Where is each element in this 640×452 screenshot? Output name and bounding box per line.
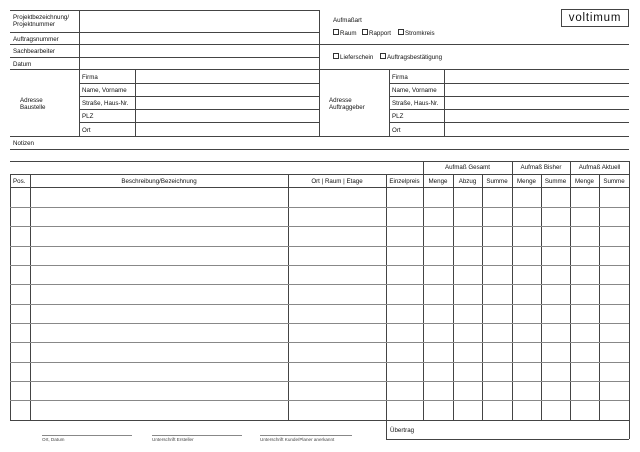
line: [10, 187, 629, 188]
group-total-title: Aufmaß Gesamt: [444, 164, 491, 171]
line: [541, 174, 542, 420]
date-label: Datum: [13, 61, 32, 68]
signature-line-place-date: [42, 435, 132, 436]
line: [79, 109, 319, 110]
table-row: [10, 284, 629, 285]
survey-type-label: Aufmaßart: [333, 17, 362, 24]
table-row: [10, 362, 629, 363]
table-row: [10, 207, 629, 208]
line: [629, 161, 630, 439]
site-company-label: Firma: [82, 74, 98, 81]
line: [10, 174, 423, 175]
header-divider: [79, 10, 80, 69]
line: [453, 174, 454, 420]
carry-over-bottom: [386, 439, 629, 440]
signature-place-date: Ort, Datum: [42, 437, 65, 442]
site-zip-label: PLZ: [82, 113, 94, 120]
line: [30, 174, 31, 420]
line: [79, 83, 319, 84]
line: [444, 69, 445, 136]
site-street-label: Straße, Haus-Nr.: [82, 100, 129, 107]
line: [482, 174, 483, 420]
signature-creator: Unterschrift Ersteller: [152, 437, 194, 442]
line: [288, 174, 289, 420]
group-previous-title: Aufmaß Bisher: [520, 164, 562, 171]
notes-label: Notizen: [13, 140, 34, 147]
line: [319, 69, 320, 136]
signature-line-customer: [260, 435, 352, 436]
table-row: [10, 246, 629, 247]
raum-checkbox[interactable]: [333, 29, 339, 35]
line: [599, 174, 600, 420]
line: [79, 69, 80, 136]
col-current-qty: Menge: [575, 178, 594, 185]
line: [389, 122, 629, 123]
order-number-label: Auftragsnummer: [13, 36, 59, 43]
option-lieferschein[interactable]: Lieferschein: [333, 53, 373, 61]
line: [10, 136, 629, 137]
clerk-label: Sachbearbeiter: [13, 48, 55, 55]
line: [135, 69, 136, 136]
stromkreis-checkbox[interactable]: [398, 29, 404, 35]
col-pos: Pos.: [13, 178, 26, 185]
line: [389, 69, 390, 136]
option-stromkreis[interactable]: Stromkreis: [398, 29, 435, 37]
table-row: [10, 226, 629, 227]
client-street-label: Straße, Haus-Nr.: [392, 100, 439, 107]
line: [79, 122, 319, 123]
table-row: [10, 265, 629, 266]
client-zip-label: PLZ: [392, 113, 404, 120]
line: [319, 44, 629, 45]
client-name-label: Name, Vorname: [392, 87, 437, 94]
client-company-label: Firma: [392, 74, 408, 81]
site-city-label: Ort: [82, 127, 91, 134]
rapport-checkbox[interactable]: [362, 29, 368, 35]
col-current-sum: Summe: [603, 178, 625, 185]
site-name-label: Name, Vorname: [82, 87, 127, 94]
line: [389, 83, 629, 84]
table-row: [10, 381, 629, 382]
line: [79, 96, 319, 97]
table-row: [10, 323, 629, 324]
lieferschein-checkbox[interactable]: [333, 53, 339, 59]
col-description: Beschreibung/Bezeichnung: [121, 178, 197, 185]
col-total-deduction: Abzug: [458, 178, 477, 185]
signature-customer: Unterschrift Kunde/Planer anerkannt: [260, 437, 335, 442]
line: [389, 109, 629, 110]
header-right-divider: [319, 10, 320, 69]
site-address-title: Adresse Baustelle: [20, 97, 46, 111]
line: [10, 44, 319, 45]
group-current-title: Aufmaß Aktuell: [578, 164, 621, 171]
voltimum-logo: voltimum: [561, 9, 629, 27]
col-previous-qty: Menge: [517, 178, 536, 185]
col-total-qty: Menge: [428, 178, 448, 185]
col-unit-price: Einzelpreis: [389, 178, 420, 185]
option-auftragsbestaetigung[interactable]: Auftragsbestätigung: [380, 53, 442, 61]
carry-over-label: Übertrag: [390, 427, 415, 434]
project-label: Projektbezeichnung/ Projektnummer: [13, 14, 70, 28]
table-row: [10, 400, 629, 401]
line: [10, 57, 319, 58]
border-top: [10, 10, 319, 11]
col-location: Ort | Raum | Etage: [311, 178, 363, 185]
auftragsbestaetigung-checkbox[interactable]: [380, 53, 386, 59]
line: [10, 149, 629, 150]
option-raum[interactable]: Raum: [333, 29, 357, 37]
client-address-title: Adresse Auftraggeber: [329, 97, 365, 111]
line: [10, 161, 629, 162]
line: [10, 32, 319, 33]
col-total-sum: Summe: [486, 178, 508, 185]
table-row: [10, 304, 629, 305]
client-city-label: Ort: [392, 127, 401, 134]
table-bottom: [10, 420, 629, 421]
table-row: [10, 342, 629, 343]
signature-line-creator: [152, 435, 242, 436]
option-rapport[interactable]: Rapport: [362, 29, 391, 37]
col-previous-sum: Summe: [544, 178, 567, 185]
line: [10, 174, 11, 420]
line: [389, 96, 629, 97]
